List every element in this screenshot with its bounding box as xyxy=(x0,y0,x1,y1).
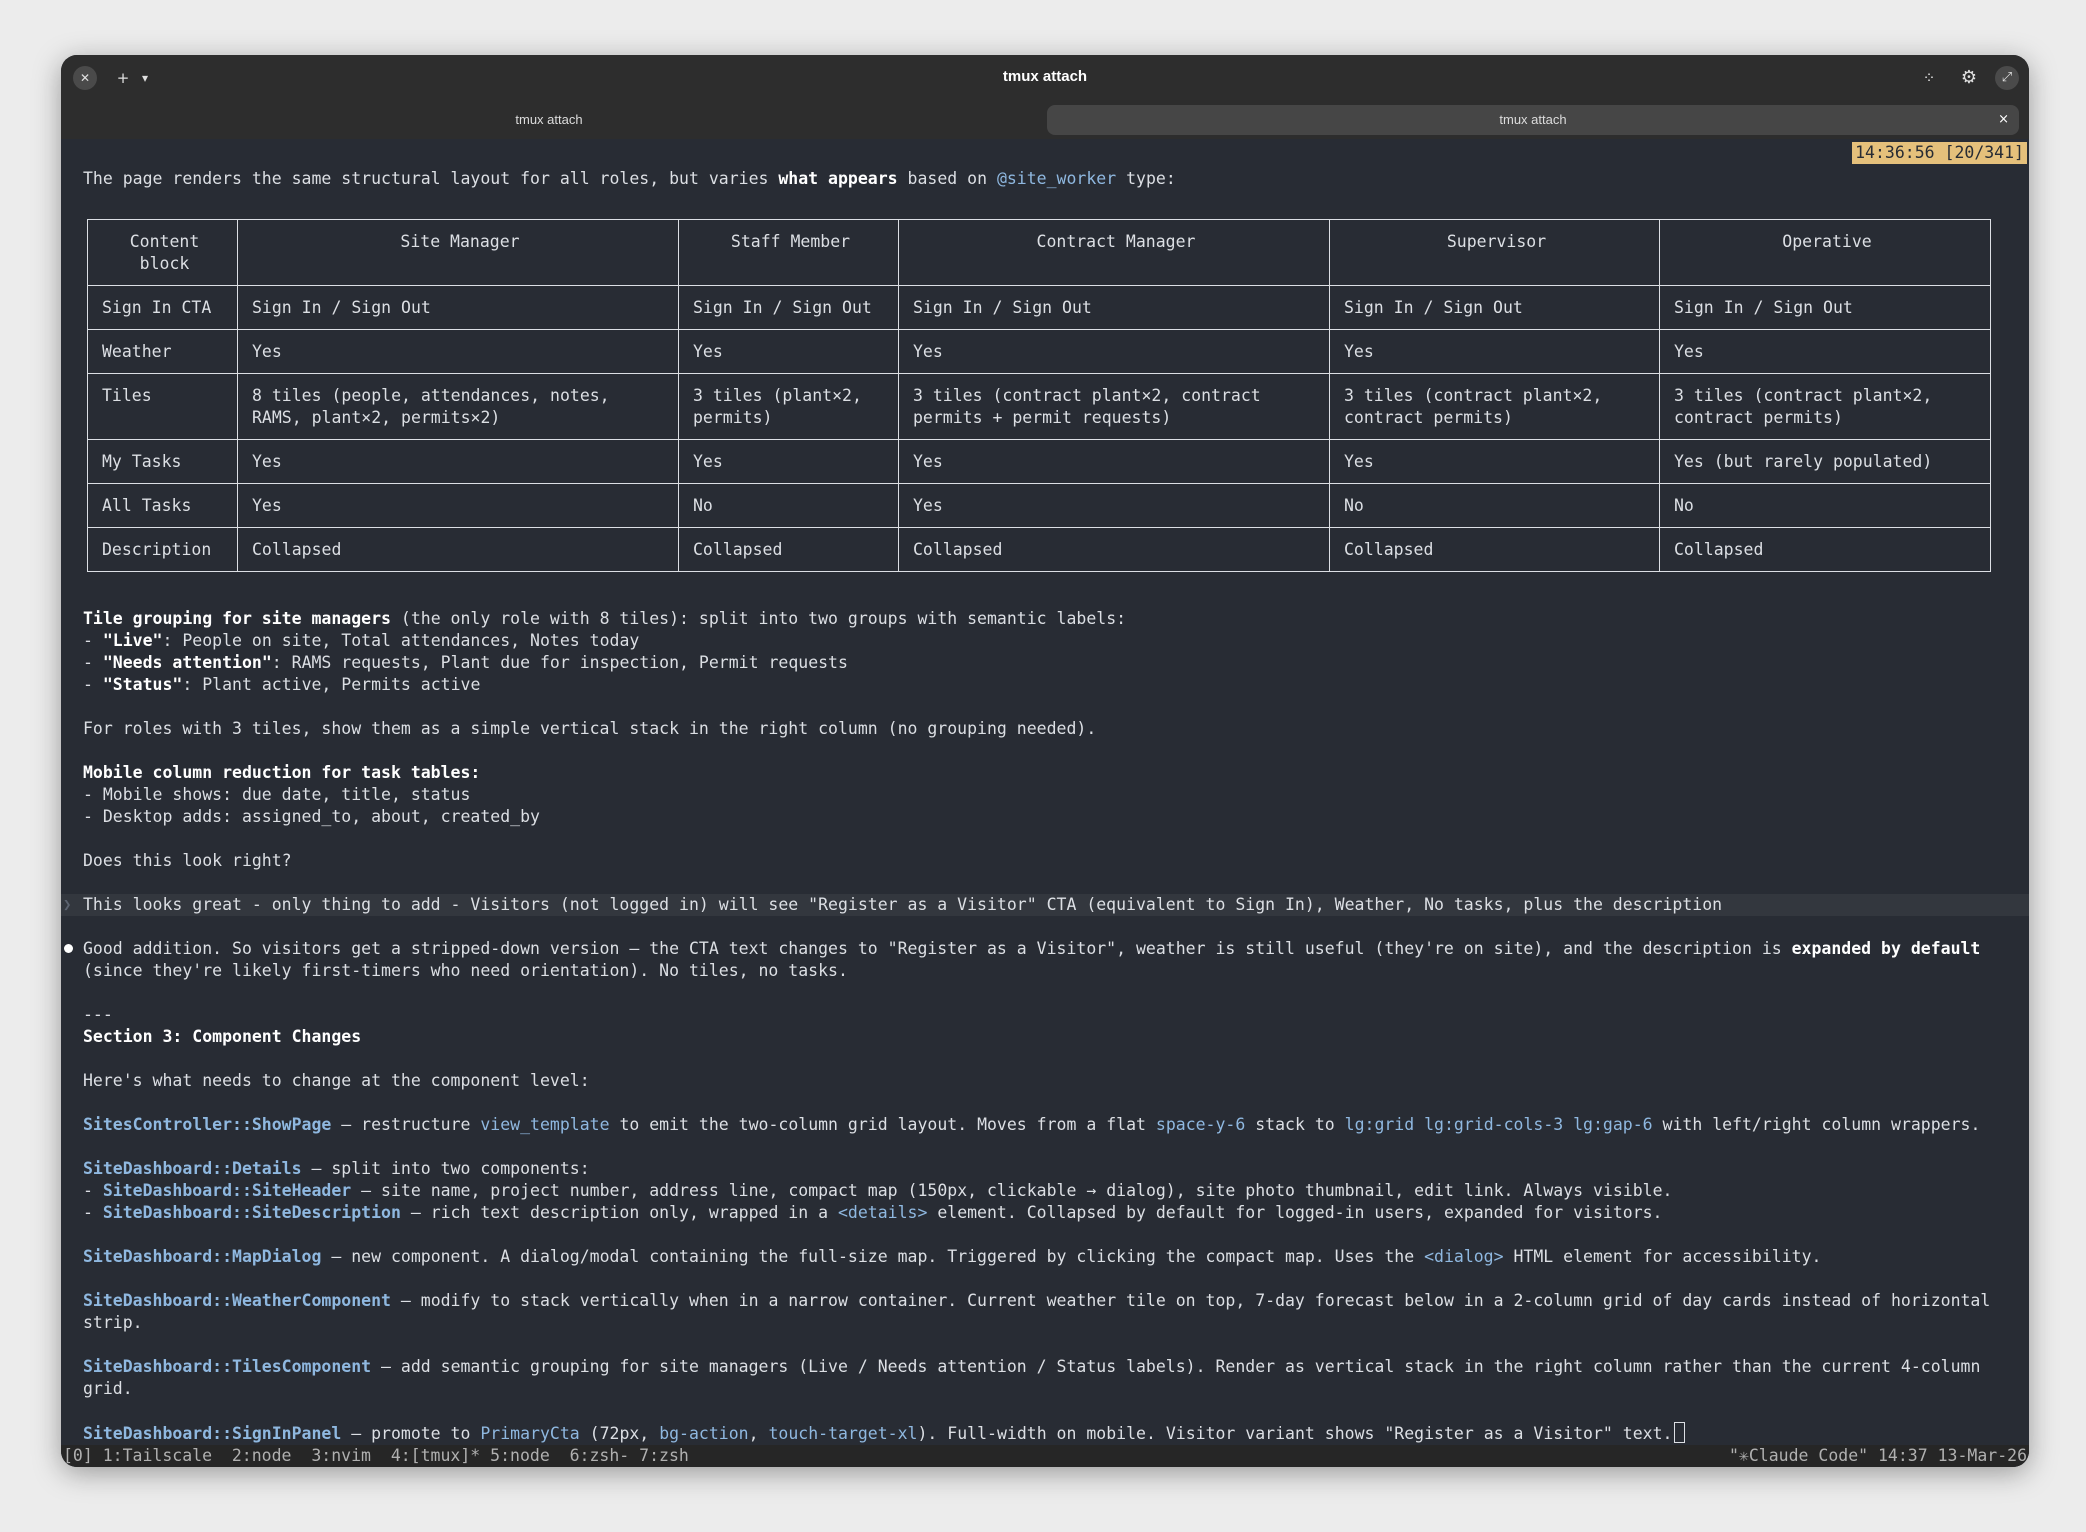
table-row xyxy=(88,330,1991,374)
prompt-chevron-icon: ❯ xyxy=(63,897,72,913)
text-cursor xyxy=(1674,1422,1685,1443)
table-cell: Sign In / Sign Out xyxy=(899,286,1330,330)
table-row xyxy=(88,528,1991,572)
table-cell: My Tasks xyxy=(88,440,238,484)
table-cell: 8 tiles (people, attendances, notes, RAMS, plant×2, permits×2) xyxy=(238,374,679,440)
mobile-title: Mobile column reduction for task tables: xyxy=(83,763,481,782)
component-tiles-cont: grid. xyxy=(83,1379,133,1398)
table-cell: 3 tiles (contract plant×2, contract permits + permit requests) xyxy=(899,374,1330,440)
table-cell: Yes xyxy=(899,440,1330,484)
column-header: Supervisor xyxy=(1330,220,1660,286)
intro-line: The page renders the same structural layout for all roles, but varies what appears based on @site_worker type: xyxy=(83,169,1176,188)
window-title: tmux attach xyxy=(1002,68,1088,85)
reply-line-1: Good addition. So visitors get a stripped-down version — the CTA text changes to "Register as a Visitor", weather is still useful (they're on site), and the description is expanded by default xyxy=(83,939,1981,958)
table-header-row xyxy=(88,220,1991,286)
three-tiles-line: For roles with 3 tiles, show them as a simple vertical stack in the right column (no grouping needed). xyxy=(83,719,1097,738)
tab-menu-chevron-icon[interactable]: ▾ xyxy=(141,71,149,85)
component-siteheader: - SiteDashboard::SiteHeader — site name, project number, address line, compact map (150px, clickable → dialog), site photo thumbnail, edit link. Always visible. xyxy=(83,1181,1673,1200)
table-row xyxy=(88,440,1991,484)
table-cell: No xyxy=(1330,484,1660,528)
table-cell: Yes xyxy=(238,330,679,374)
table-cell: Yes xyxy=(1330,440,1660,484)
component-weather: SiteDashboard::WeatherComponent — modify to stack vertically when in a narrow container. Current weather tile on top, 7-day forecast below in a 2-column grid of day cards instead of horizontal xyxy=(83,1291,1991,1310)
grouping-item-needs-attention: - "Needs attention": RAMS requests, Plant due for inspection, Permit requests xyxy=(83,653,848,672)
tab-close-icon[interactable]: × xyxy=(1998,112,2009,127)
table-cell: Yes xyxy=(1330,330,1660,374)
table-cell: Yes (but rarely populated) xyxy=(1660,440,1991,484)
table-row xyxy=(88,286,1991,330)
grouping-item-status: - "Status": Plant active, Permits active xyxy=(83,675,481,694)
grouping-item-live: - "Live": People on site, Total attendances, Notes today xyxy=(83,631,640,650)
tmux-clock-badge: 14:36:56 [20/341] xyxy=(1852,142,2027,164)
table-cell: Weather xyxy=(88,330,238,374)
table-cell: Description xyxy=(88,528,238,572)
close-window-button[interactable]: ✕ xyxy=(73,66,97,90)
column-header: Content block xyxy=(88,220,238,286)
table-cell: Yes xyxy=(899,484,1330,528)
table-cell: Yes xyxy=(1660,330,1991,374)
table-cell: Sign In / Sign Out xyxy=(238,286,679,330)
grouping-title: Tile grouping for site managers (the only role with 8 tiles): split into two groups with semantic labels: xyxy=(83,609,1127,628)
tmux-window-list[interactable]: [0] 1:Tailscale 2:node 3:nvim 4:[tmux]* 5:node 6:zsh- 7:zsh xyxy=(63,1446,689,1465)
table-cell: Collapsed xyxy=(1330,528,1660,572)
section-title: Section 3: Component Changes xyxy=(83,1027,362,1046)
table-cell: Yes xyxy=(238,440,679,484)
tmux-status-bar xyxy=(61,1445,2029,1467)
component-details: SiteDashboard::Details — split into two components: xyxy=(83,1159,590,1178)
table-cell: 3 tiles (contract plant×2, contract permits) xyxy=(1660,374,1991,440)
column-header: Staff Member xyxy=(679,220,899,286)
table-cell: Yes xyxy=(679,440,899,484)
tab-label: tmux attach xyxy=(1499,112,1567,127)
table-cell: No xyxy=(679,484,899,528)
component-mapdialog: SiteDashboard::MapDialog — new component. A dialog/modal containing the full-size map. Triggered by clicking the compact map. Uses the <dialog> HTML element for accessibility. xyxy=(83,1247,1822,1266)
component-signinpanel: SiteDashboard::SignInPanel — promote to PrimaryCta (72px, bg-action, touch-target-xl). Full-width on mobile. Visitor variant shows "Register as a Visitor" text. xyxy=(83,1422,1685,1444)
table-cell: All Tasks xyxy=(88,484,238,528)
table-row xyxy=(88,484,1991,528)
terminal-content[interactable] xyxy=(61,139,2029,1467)
component-weather-cont: strip. xyxy=(83,1313,143,1332)
table-cell: Collapsed xyxy=(679,528,899,572)
reply-line-2: (since they're likely first-timers who need orientation). No tiles, no tasks. xyxy=(83,961,848,980)
table-cell: Sign In / Sign Out xyxy=(1660,286,1991,330)
user-message: This looks great - only thing to add - Visitors (not logged in) will see "Register as a Visitor" CTA (equivalent to Sign In), Weather, No tasks, plus the description xyxy=(83,895,1723,914)
column-header: Site Manager xyxy=(238,220,679,286)
table-cell: Yes xyxy=(238,484,679,528)
table-cell: Tiles xyxy=(88,374,238,440)
component-sitedescription: - SiteDashboard::SiteDescription — rich text description only, wrapped in a <details> element. Collapsed by default for logged-in users, expanded for visitors. xyxy=(83,1203,1663,1222)
table-cell: 3 tiles (contract plant×2, contract permits) xyxy=(1330,374,1660,440)
title-bar xyxy=(61,55,2029,101)
roles-table xyxy=(87,219,1991,572)
table-cell: Sign In / Sign Out xyxy=(1330,286,1660,330)
column-header: Contract Manager xyxy=(899,220,1330,286)
component-tiles: SiteDashboard::TilesComponent — add semantic grouping for site managers (Live / Needs attention / Status labels). Render as vertical stack in the right column rather than the current 4-column xyxy=(83,1357,1981,1376)
mobile-item: - Desktop adds: assigned_to, about, created_by xyxy=(83,807,540,826)
table-cell: Collapsed xyxy=(238,528,679,572)
table-cell: No xyxy=(1660,484,1991,528)
settings-gear-icon[interactable]: ⚙ xyxy=(1960,67,1978,88)
component-showpage: SitesController::ShowPage — restructure view_template to emit the two-column grid layout. Moves from a flat space-y-6 stack to lg:grid lg:grid-cols-3 lg:gap-6 with left/right column wrappers. xyxy=(83,1115,1981,1134)
table-cell: Collapsed xyxy=(1660,528,1991,572)
tab-2-active[interactable] xyxy=(1047,105,2019,135)
tab-1[interactable] xyxy=(61,105,1037,135)
assistant-bullet-icon xyxy=(64,944,73,953)
question-line: Does this look right? xyxy=(83,851,292,870)
table-row xyxy=(88,374,1991,440)
mobile-item: - Mobile shows: due date, title, status xyxy=(83,785,471,804)
table-cell: 3 tiles (plant×2, permits) xyxy=(679,374,899,440)
table-cell: Yes xyxy=(679,330,899,374)
new-tab-button[interactable]: + xyxy=(116,69,130,87)
table-cell: Collapsed xyxy=(899,528,1330,572)
table-cell: Sign In / Sign Out xyxy=(679,286,899,330)
tmux-status-right: "✳Claude Code" 14:37 13-Mar-26 xyxy=(1728,1446,2027,1465)
column-header: Operative xyxy=(1660,220,1991,286)
fullscreen-icon[interactable]: ⤢ xyxy=(1995,66,2019,90)
divider: --- xyxy=(83,1005,113,1024)
terminal-window xyxy=(61,55,2029,1467)
grid-icon[interactable]: ⁘ xyxy=(1922,69,1936,87)
tab-bar xyxy=(61,101,2029,139)
tab-label: tmux attach xyxy=(515,112,583,127)
table-cell: Yes xyxy=(899,330,1330,374)
table-cell: Sign In CTA xyxy=(88,286,238,330)
section-intro: Here's what needs to change at the component level: xyxy=(83,1071,590,1090)
